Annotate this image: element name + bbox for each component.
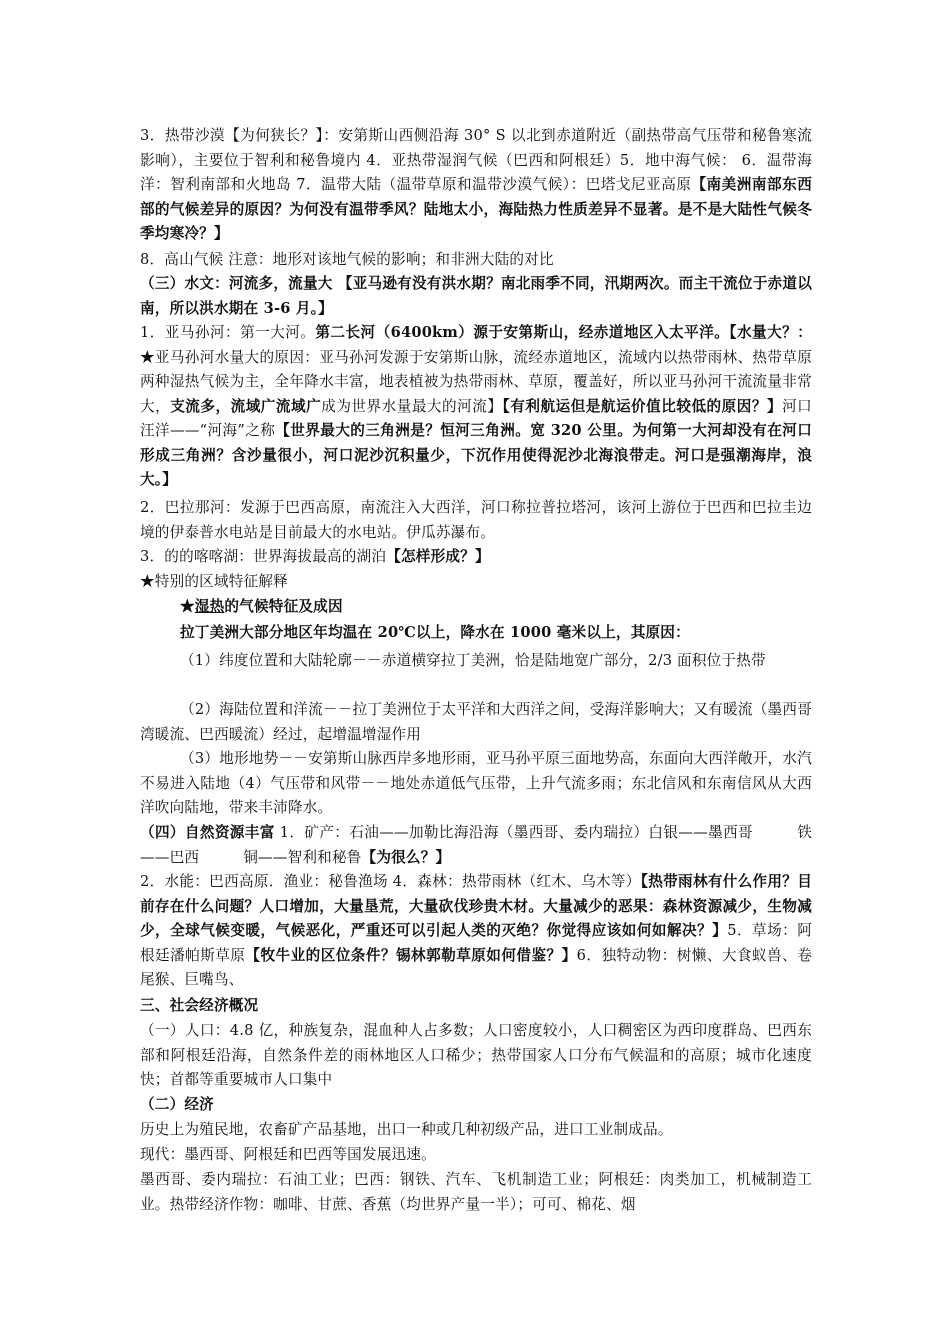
resources-heading: （四）自然资源丰富 [140,824,275,841]
star-icon: ★ [180,598,195,615]
heading-socio-economy: 三、社会经济概况 [140,997,259,1014]
paragraph-industries: 墨西哥、委内瑞拉：石油工业；巴西：钢铁、汽车、飞机制造工业；阿根廷：肉类加工，机械制造工业。热带经济作物：咖啡、甘蔗、香蕉（均世界产量一半）；可可、棉花、烟 [140,1171,812,1213]
water-text: 2．水能：巴西高原．渔业：秘鲁渔场 4．森林：热带雨林（红木、乌木等） [140,873,641,890]
amazon-text-2: 成为世界水量最大的河流】 [321,397,503,415]
paragraph-natural-resources [140,821,812,870]
paragraph-titicaca-lake [140,545,812,570]
amazon-bold-4: 【世界最大的三角洲是？恒河三角洲。宽 320 公里。为何第一大河却没有在河口形成三角洲？含沙量很小，河口泥沙沉积量少，下沉作用使得泥沙北海浪带走。河口是强潮海岸，浪大。】 [140,422,812,488]
amazon-text: 1．亚马孙河：第一大河。 [140,324,316,341]
resources-text: 1．矿产：石油——加勒比海沿海（墨西哥、委内瑞拉）白银——墨西哥 [274,824,754,841]
grassland-question-bold: 【牧牛业的区位条件？锡林郭勒草原如何借鉴？】 [245,946,577,964]
resources-copper: 铜——智利和秘鲁 [243,848,362,866]
paragraph-economy-history: 历史上为殖民地，农畜矿产品基地，出口一种或几种初级产品，进口工业制成品。 [140,1121,673,1138]
heading-hydrology: （三）水文：河流多，流量大 【亚马逊有没有洪水期？南北雨季不同，汛期两次。而主干流位于赤道以南，所以洪水期在 3-6 月。】 [140,275,812,317]
grassland-text: 5．草场：阿根廷潘帕斯草原 [140,922,812,964]
resources-question: 【为很么？】 [361,848,451,866]
animals-text: 6．独特动物：树懒、大食蚁兽、卷尾猴、巨嘴鸟、 [140,946,812,988]
heading-humid-hot-climate [140,595,812,620]
paragraph-amazon-river [140,321,812,493]
paragraph-highland-climate: 8．高山气候 注意：地形对该地气候的影响；和非洲大陆的对比 [140,251,554,268]
paragraph-climate-types [140,124,812,247]
climate-text: 3．热带沙漠【为何狭长？】：安第斯山西侧沿海 30° S 以北到赤道附近（副热带高气压带和秘鲁寒流影响），主要位于智利和秘鲁境内 4．亚热带湿润气候（巴西和阿根廷）5．地中海气候： 6．温带海洋：智利南部和火地岛 7．温带大陆（温带草原和温带沙漠气候）：巴塔戈尼亚高原 [140,127,812,193]
paragraph-economy-modern: 现代：墨西哥、阿根廷和巴西等国发展迅速。 [140,1146,436,1163]
paragraph-population: （一）人口：4.8 亿，种族复杂，混血种人占多数；人口密度较小，人口稠密区为西印度群岛、巴西东部和阿根廷沿海，自然条件差的雨林地区人口稀少；热带国家人口分布气候温和的高原；城市化速度快；首都等重要城市人口集中 [140,1022,812,1088]
paragraph-reason-3-4: （3）地形地势－－安第斯山脉西岸多地形雨，亚马孙平原三面地势高，东面向大西洋敞开，水汽不易进入陆地（4）气压带和风带－－地处赤道低气压带，上升气流多雨；东北信风和东南信风从大西洋吹向陆地，带来丰沛降水。 [140,750,812,816]
heading-regional-features: ★特别的区域特征解释 [140,573,288,590]
heading-economy: （二）经济 [140,1096,214,1113]
paragraph-reason-2: （2）海陆位置和洋流－－拉丁美洲位于太平洋和大西洋之间，受海洋影响大；又有暖流（墨西哥湾暖流、巴西暖流）经过，起增温增湿作用 [140,701,812,743]
resources-iron: 铁——巴西 [140,824,812,866]
paragraph-water-forest-grassland [140,870,812,993]
paragraph-reason-1: （1）纬度位置和大陆轮廓－－赤道横穿拉丁美洲，恰是陆地宽广部分，2/3 面积位于热带 [180,652,766,669]
amazon-text-3: 河口汪洋——“河海”之称 [140,397,812,439]
underlined-term: 湿热 [194,598,225,615]
paragraph-latin-america-climate: 拉丁美洲大部分地区年均温在 20℃以上，降水在 1000 毫米以上，其原因： [180,624,690,641]
amazon-bold-1: 第二长河（6400km）源于安第斯山，经赤道地区入太平洋。【水量大？： [315,324,813,341]
amazon-bold-2: 支流多，流域广流域广 [170,397,322,415]
amazon-reason-text: ★亚马孙河水量大的原因：亚马孙河发源于安第斯山脉，流经赤道地区，流域内以热带雨林、热带草原两种湿热气候为主，全年降水丰富，地表植被为热带雨林、草原，覆盖好，所以亚马孙河干流流量非常大， [140,348,812,415]
paragraph-parana-river: 2．巴拉那河：发源于巴西高原，南流注入大西洋，河口称拉普拉塔河，该河上游位于巴西和巴拉圭边境的伊泰普水电站是目前最大的水电站。伊瓜苏瀑布。 [140,499,812,541]
titicaca-bold: 【怎样形成？】 [386,548,490,565]
heading-rest: 的气候特征及成因 [224,598,343,615]
amazon-bold-3: 【有利航运但是航运价值比较低的原因？】 [502,397,783,415]
forest-question-bold: 【热带雨林有什么作用？目前存在什么问题？人口增加，大量垦荒，大量砍伐珍贵木材。大量减少的恶果：森林资源减少，生物减少，全球气候变暖，气候恶化，严重还可以引起人类的灭绝？你觉得应该如何如解决？】 [140,873,812,939]
titicaca-text: 3．的的喀喀湖：世界海拔最高的湖泊 [140,548,387,565]
climate-question-bold: 【南美洲南部东西部的气候差异的原因？为何没有温带季风？陆地太小，海陆热力性质差异不显著。是不是大陆性气候冬季均寒冷？】 [140,176,812,242]
